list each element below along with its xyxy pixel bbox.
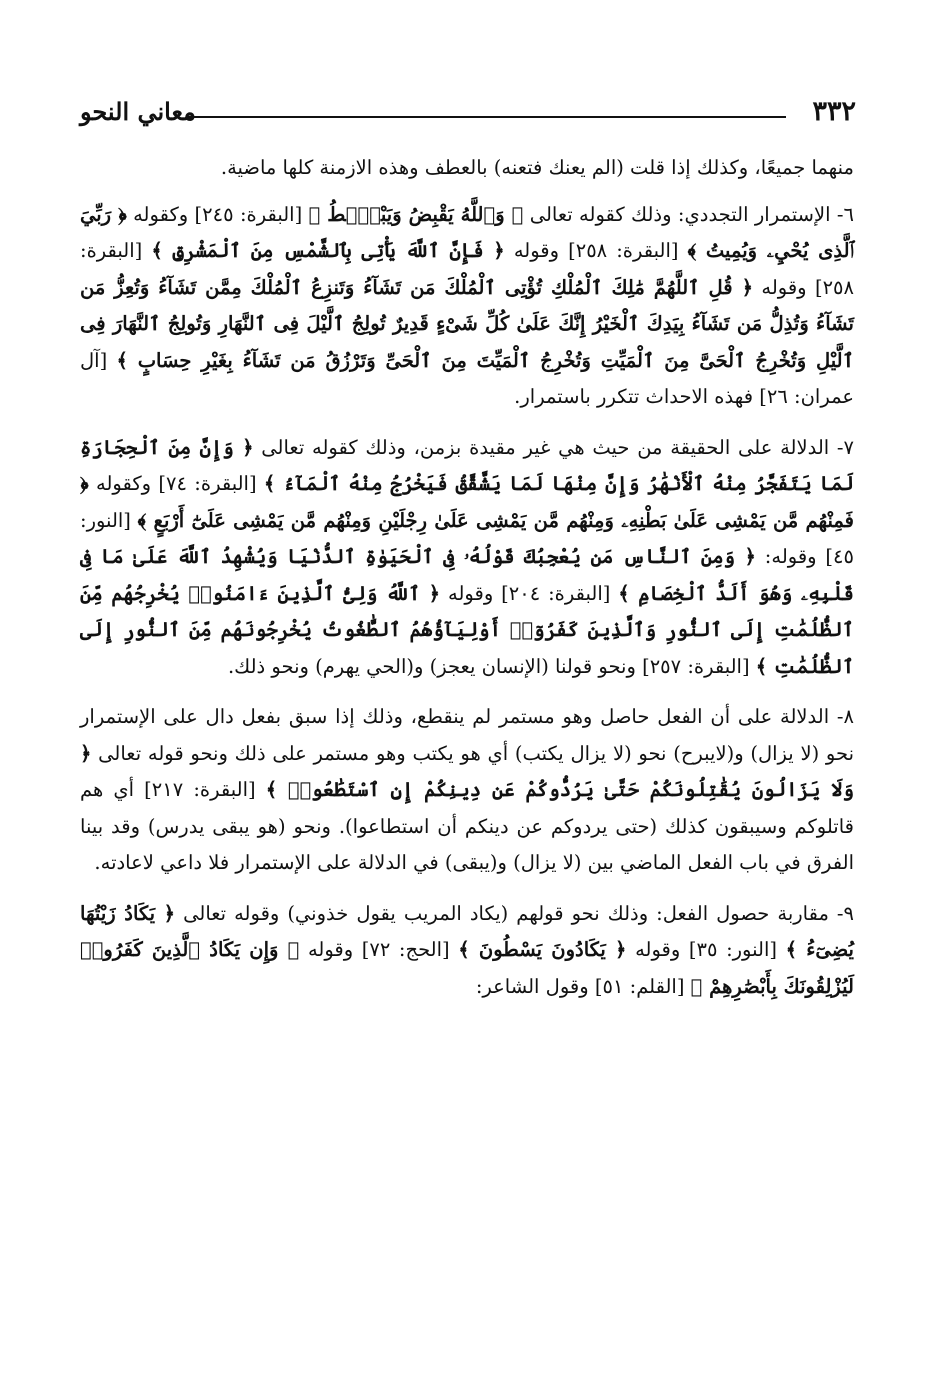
paragraph-text: [آل عمران: ٢٦] فهذه الاحداث تتكرر باستمرار. — [80, 348, 854, 408]
quran-verse: ﴿ قُلِ ٱللَّهُمَّ مَٰلِكَ ٱلْمُلْكِ تُؤْتِى ٱلْمُلْكَ مَن تَشَآءُ وَتَنزِعُ ٱلْمُلْكَ مِمَّن تَشَآءُ وَتُعِزُّ مَن تَشَآءُ وَتُذِلُّ مَن تَشَآءُ بِيَدِكَ ٱلْخَيْرُ إِنَّكَ عَلَىٰ كُلِّ شَىْءٍ قَدِيرٌ تُولِجُ ٱلَّيْلَ فِى ٱلنَّهَارِ وَتُولِجُ ٱلنَّهَارَ فِى ٱلَّيْلِ وَتُخْرِجُ ٱلْحَىَّ مِنَ ٱلْمَيِّتِ وَتُخْرِجُ ٱلْمَيِّتَ مِنَ ٱلْحَىِّ وَتَرْزُقُ مَن تَشَآءُ بِغَيْرِ حِسَابٍ ﴾ — [80, 275, 854, 372]
paragraph-p6 — [80, 197, 854, 416]
quran-verse: ﴿ وَإِنَّ مِنَ ٱلْحِجَارَةِ لَمَا يَتَفَجَّرُ مِنْهُ ٱلْأَنْهَٰرُ وَإِنَّ مِنْهَا لَمَا يَشَّقَّقُ فَيَخْرُجُ مِنْهُ ٱلْمَآءُ ﴾ — [80, 435, 854, 495]
paragraph-text: [البقرة: ٢٠٤] وقوله — [440, 581, 619, 605]
page-header — [80, 92, 856, 132]
quran-verse: ﴿ وَمِنَ ٱلنَّاسِ مَن يُعْجِبُكَ قَوْلُهُۥ فِى ٱلْحَيَوٰةِ ٱلدُّنْيَا وَيُشْهِدُ ٱللَّهَ عَلَىٰ مَا فِى قَلْبِهِۦ وَهُوَ أَلَدُّ ٱلْخِصَامِ ﴾ — [80, 545, 854, 605]
quran-verse: ﴿ وَلَا يَزَالُونَ يُقَٰتِلُونَكُمْ حَتَّىٰ يَرُدُّوكُمْ عَن دِينِكُمْ إِنِ ٱسْتَطَٰعُوا۟ ﴾ — [80, 741, 854, 801]
page-body — [80, 150, 854, 1019]
paragraph-text: [البقرة: ٢٤٥] وكقوله — [126, 202, 309, 226]
page-number: ٣٣٢ — [812, 96, 856, 127]
paragraph-text: [النور: ٤٥] وقوله: — [80, 508, 854, 568]
book-title: معاني النحو — [80, 97, 196, 126]
quran-verse: ﴿ فَإِنَّ ٱللَّهَ يَأْتِى بِٱلشَّمْسِ مِنَ ٱلْمَشْرِقِ ﴾ — [151, 239, 505, 262]
quran-verse: ﴿ يَكَادُ زَيْتُهَا يُضِىٓءُ ﴾ — [80, 901, 854, 961]
quran-verse: ﴿ رَبِّيَ ٱلَّذِى يُحْيِۦ وَيُمِيتُ ﴾ — [80, 202, 854, 262]
quran-verse: ﴿ فَمِنْهُم مَّن يَمْشِى عَلَىٰ بَطْنِهِۦ وَمِنْهُم مَّن يَمْشِى عَلَىٰ رِجْلَيْنِ وَمِنْهُم مَّن يَمْشِى عَلَىٰٓ أَرْبَعٍ ﴾ — [80, 472, 854, 532]
paragraph-p7 — [80, 430, 854, 686]
paragraph-text: [البقرة: ٢٥٧] ونحو قولنا (الإنسان يعجز) و(الحي يهرم) ونحو ذلك. — [227, 654, 756, 678]
paragraph-p8 — [80, 699, 854, 882]
quran-verse: ﴿ وَٱللَّهُ يَقْبِضُ وَيَبْصُۜطُ ﴾ — [308, 202, 524, 226]
header-rule — [188, 116, 786, 118]
paragraph-p0 — [80, 150, 854, 187]
paragraph-text: منهما جميعًا، وكذلك إذا قلت (الم يعنك فتعنه) بالعطف وهذه الازمنة كلها ماضية. — [220, 156, 854, 179]
paragraph-text: ٨- الدلالة على أن الفعل حاصل وهو مستمر لم ينقطع، وذلك إذا سبق بفعل دال على الإستمرار نحو (لا يزال) و(لايبرح) نحو (لا يزال يكتب) أي هو يكتب وهو مستمر على ذلك ونحو قوله تعالى — [80, 705, 854, 765]
quran-verse: ﴿ ٱللَّهُ وَلِىُّ ٱلَّذِينَ ءَامَنُوا۟ يُخْرِجُهُم مِّنَ ٱلظُّلُمَٰتِ إِلَى ٱلنُّورِ وَٱلَّذِينَ كَفَرُوٓا۟ أَوْلِيَآؤُهُمُ ٱلطَّٰغُوتُ يُخْرِجُونَهُم مِّنَ ٱلنُّورِ إِلَى ٱلظُّلُمَٰتِ ﴾ — [80, 581, 854, 678]
quran-verse: ﴿ يَكَادُونَ يَسْطُونَ ﴾ — [458, 938, 627, 961]
paragraph-text: [البقرة: ٢١٧] أي هم قاتلوكم وسيبقون كذلك (حتى يردوكم عن دينكم أن استطاعوا). ونحو (هو يبقى يدرس) وقد بينا الفرق في باب الفعل الماضي بين (لا يزال) و(يبقى) في الدلالة على الإستمرار فلا داعي لاعادته. — [80, 778, 854, 874]
paragraph-text: [البقرة: ٧٤] وكقوله — [88, 472, 264, 495]
paragraph-text: [البقرة: ٢٥٨] وقوله — [504, 239, 688, 262]
paragraph-text: ٧- الدلالة على الحقيقة من حيث هي غير مقيدة بزمن، وذلك كقوله تعالى — [253, 435, 854, 459]
paragraph-p9 — [80, 896, 854, 1006]
quran-verse: ﴿ وَإِن يَكَادُ ٱلَّذِينَ كَفَرُوا۟ لَيُزْلِقُونَكَ بِأَبْصَٰرِهِمْ ﴾ — [80, 938, 854, 998]
paragraph-text: [القلم: ٥١] وقول الشاعر: — [475, 974, 691, 998]
paragraph-text: [النور: ٣٥] وقوله — [626, 938, 786, 961]
paragraph-text: ٩- مقاربة حصول الفعل: وذلك نحو قولهم (يكاد المريب يقول خذوني) وقوله تعالى — [175, 901, 854, 925]
paragraph-text: [الحج: ٧٢] وقوله — [299, 938, 459, 961]
paragraph-text: ٦- الإستمرار التجددي: وذلك كقوله تعالى — [523, 202, 854, 226]
paragraph-text: [البقرة: ٢٥٨] وقوله — [80, 239, 854, 299]
